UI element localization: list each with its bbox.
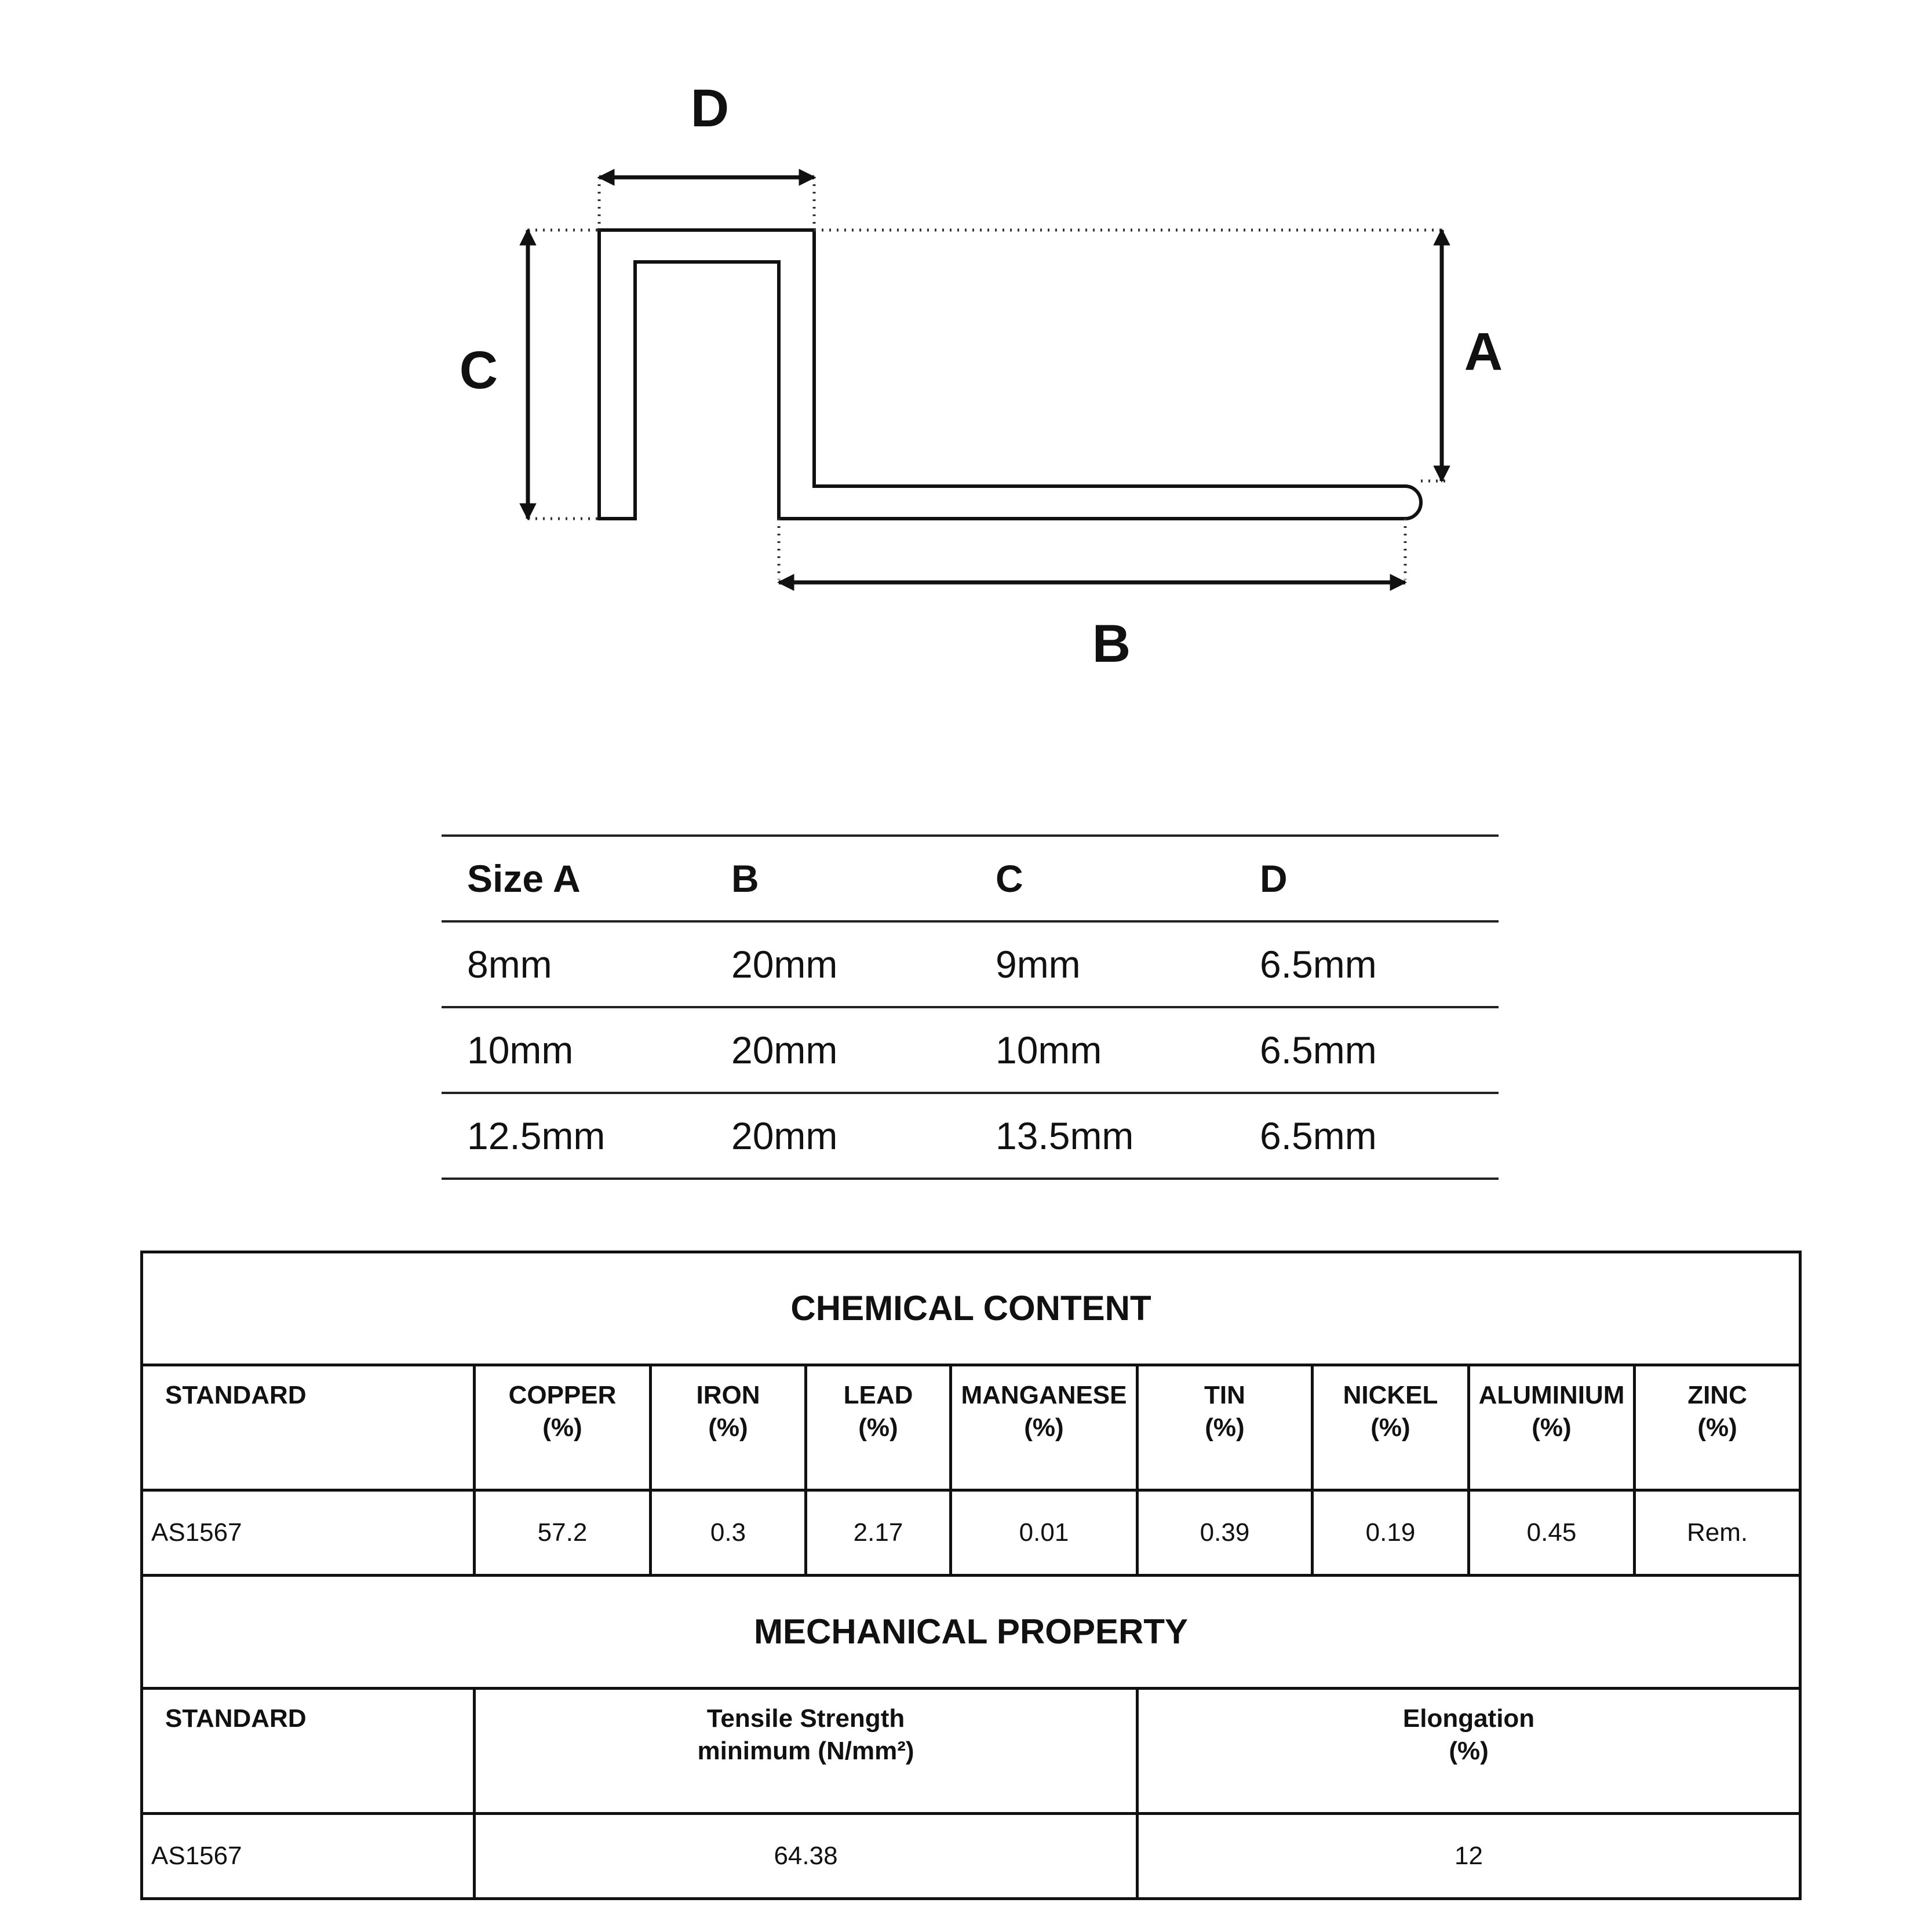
chem-header-lead: LEAD (%) — [806, 1365, 951, 1490]
size-cell: 13.5mm — [970, 1093, 1234, 1179]
label-d: D — [690, 79, 730, 138]
chem-header-zinc: ZINC (%) — [1635, 1365, 1800, 1490]
mech-header-elongation: Elongation (%) — [1138, 1689, 1800, 1814]
mech-header-standard: STANDARD — [142, 1689, 475, 1814]
label-b: B — [1092, 614, 1131, 673]
size-table — [442, 834, 1499, 1180]
mechanical-title-row — [142, 1576, 1800, 1689]
chem-header-copper: COPPER (%) — [475, 1365, 651, 1490]
chemical-content-title: CHEMICAL CONTENT — [142, 1252, 1800, 1365]
mech-standard-value: AS1567 — [142, 1814, 475, 1899]
chem-header-standard: STANDARD — [142, 1365, 475, 1490]
table-row — [442, 1007, 1499, 1093]
table-row — [442, 1093, 1499, 1179]
size-cell: 20mm — [706, 921, 970, 1007]
chem-zinc-value: Rem. — [1635, 1490, 1800, 1576]
size-cell: 9mm — [970, 921, 1234, 1007]
mech-elongation-value: 12 — [1138, 1814, 1800, 1899]
size-cell: 10mm — [442, 1007, 706, 1093]
mech-header-tensile-strength: Tensile Strength minimum (N/mm²) — [475, 1689, 1138, 1814]
size-cell: 6.5mm — [1234, 921, 1499, 1007]
chem-iron-value: 0.3 — [651, 1490, 806, 1576]
chemical-title-row — [142, 1252, 1800, 1365]
size-cell: 20mm — [706, 1007, 970, 1093]
size-header-c: C — [970, 836, 1234, 921]
table-row — [142, 1814, 1800, 1899]
chemical-header-row — [142, 1365, 1800, 1490]
chem-header-aluminium: ALUMINIUM (%) — [1469, 1365, 1635, 1490]
chem-copper-value: 57.2 — [475, 1490, 651, 1576]
label-a: A — [1464, 322, 1503, 381]
size-cell: 6.5mm — [1234, 1007, 1499, 1093]
chem-header-nickel: NICKEL (%) — [1313, 1365, 1469, 1490]
chem-standard-value: AS1567 — [142, 1490, 475, 1576]
mech-tensile-value: 64.38 — [475, 1814, 1138, 1899]
chem-lead-value: 2.17 — [806, 1490, 951, 1576]
size-table-header — [442, 836, 1499, 921]
size-cell: 8mm — [442, 921, 706, 1007]
chem-nickel-value: 0.19 — [1313, 1490, 1469, 1576]
chem-header-iron: IRON (%) — [651, 1365, 806, 1490]
size-header-a: Size A — [442, 836, 706, 921]
size-cell: 12.5mm — [442, 1093, 706, 1179]
size-header-d: D — [1234, 836, 1499, 921]
chem-tin-value: 0.39 — [1138, 1490, 1313, 1576]
chem-header-tin: TIN (%) — [1138, 1365, 1313, 1490]
mechanical-property-title: MECHANICAL PROPERTY — [142, 1576, 1800, 1689]
chem-manganese-value: 0.01 — [951, 1490, 1138, 1576]
profile-outline — [599, 230, 1421, 519]
size-cell: 20mm — [706, 1093, 970, 1179]
size-cell: 6.5mm — [1234, 1093, 1499, 1179]
label-c: C — [459, 341, 498, 400]
chem-header-manganese: MANGANESE (%) — [951, 1365, 1138, 1490]
material-spec-table — [140, 1251, 1802, 1900]
mechanical-header-row — [142, 1689, 1800, 1814]
size-cell: 10mm — [970, 1007, 1234, 1093]
chem-aluminium-value: 0.45 — [1469, 1490, 1635, 1576]
table-row — [142, 1490, 1800, 1576]
profile-diagram — [0, 0, 1932, 695]
table-row — [442, 921, 1499, 1007]
size-header-b: B — [706, 836, 970, 921]
